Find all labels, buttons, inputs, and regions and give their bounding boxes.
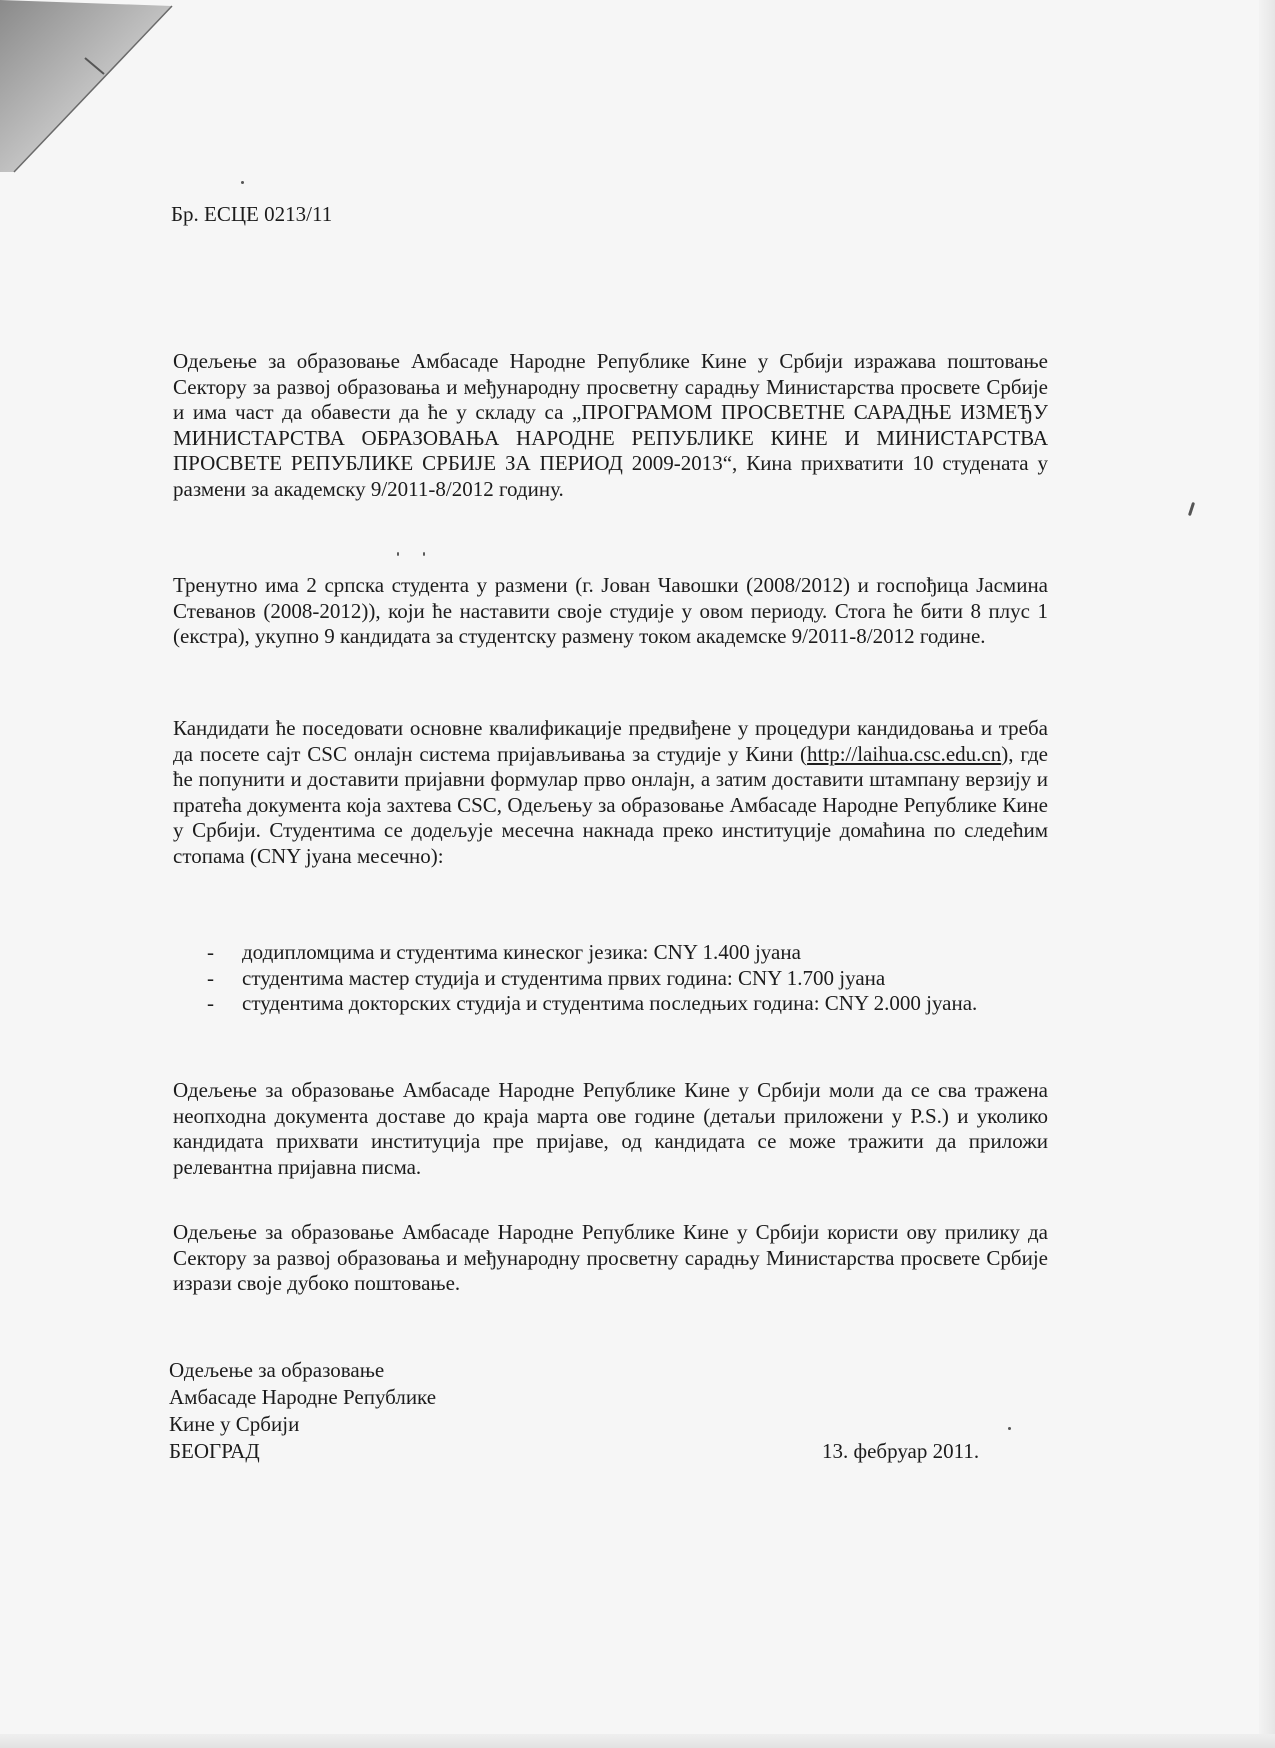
scan-speck (241, 181, 244, 184)
paragraph-intro: Одељење за образовање Амбасаде Народне Републике Кине у Србији изражава поштовање Сектору за развој образовања и међународну просветну сарадњу Министарства просвете Србије и има част да обавести да ће у складу са „ПРОГРАМОМ ПРОСВЕТНЕ САРАДЊЕ ИЗМЕЂУ МИНИСТАРСТВА ОБРАЗОВАЊА НАРОДНЕ РЕПУБЛИКЕ КИНЕ И МИНИСТАРСТВА ПРОСВЕТЕ РЕПУБЛИКЕ СРБИЈЕ ЗА ПЕРИОД 2009-2013“, Кина прихватити 10 студената у размени за академску 9/2011-8/2012 годину. (173, 349, 1048, 501)
paragraph-current-students: Тренутно има 2 српска студента у размени (г. Јован Чавошки (2008/2012) и госпођица Јасмина Стеванов (2008-2012)), који ће наставити своје студије у овом периоду. Стога ће бити 8 плус 1 (екстра), укупно 9 кандидата за студентску размену током академске 9/2011-8/2012 године. (173, 573, 1048, 648)
csc-website-link[interactable]: http://laihua.csc.edu.cn (807, 741, 1002, 766)
list-dash: - (207, 991, 214, 1015)
list-item (173, 991, 1053, 1017)
stipend-rates-list (173, 940, 1053, 1017)
paragraph-application-text: Кандидати ће поседовати основне квалификације предвиђене у процедури кандидовања и треба да посете сајт CSC онлајн система пријављивања за студије у Кини ( (173, 716, 1048, 766)
scan-speck (1008, 1427, 1011, 1430)
scan-speck (1188, 502, 1195, 516)
page-bottom-edge (0, 1734, 1275, 1748)
paragraph-application-text: ), где ће попунити и доставити пријавни формулар прво онлајн, а затим доставити штампану верзију и пратећа документа која захтева CSC, Одељењу за образовање Амбасаде Народне Републике Кине у Србији. Студентима се додељује месечна накнада преко институције домаћина по следећим стопама (CNY јуана месечно): (173, 741, 1048, 868)
list-dash: - (207, 940, 214, 964)
list-item-text: студентима мастер студија и студентима првих година: CNY 1.700 јуана (242, 965, 886, 990)
signature-block (169, 1357, 436, 1465)
paragraph-application (173, 716, 1048, 869)
document-date: 13. фебруар 2011. (822, 1439, 980, 1463)
list-dash: - (207, 965, 214, 990)
paragraph-deadline: Одељење за образовање Амбасаде Народне Републике Кине у Србији моли да се сва тражена неопходна документа доставе до краја марта ове године (детаљи приложени у P.S.) и уколико кандидата прихвати институција пре пријаве, од кандидата се може тражити да приложи релевантна пријавна писма. (173, 1078, 1048, 1179)
folded-corner-shadow (0, 0, 175, 175)
list-item (173, 940, 1053, 966)
scan-speck (397, 552, 399, 556)
signature-city: БЕОГРАД (169, 1439, 260, 1463)
signature-line: Кине у Србији (169, 1412, 300, 1436)
page-right-edge (1259, 0, 1275, 1748)
signature-line: Амбасаде Народне Републике (169, 1385, 437, 1409)
reference-number: Бр. ЕСЦЕ 0213/11 (171, 202, 333, 226)
list-item (173, 966, 1053, 992)
signature-line: Одељење за образовање (169, 1358, 385, 1382)
list-item-text: студентима докторских студија и студентима последњих година: CNY 2.000 јуана. (242, 991, 978, 1015)
list-item-text: додипломцима и студентима кинеског језика: CNY 1.400 јуана (242, 940, 801, 964)
scan-speck (423, 552, 425, 556)
paragraph-closing: Одељење за образовање Амбасаде Народне Републике Кине у Србији користи ову прилику да Сектору за развој образовања и међународну просветну сарадњу Министарства просвете Србије изрази своје дубоко поштовање. (173, 1220, 1048, 1295)
